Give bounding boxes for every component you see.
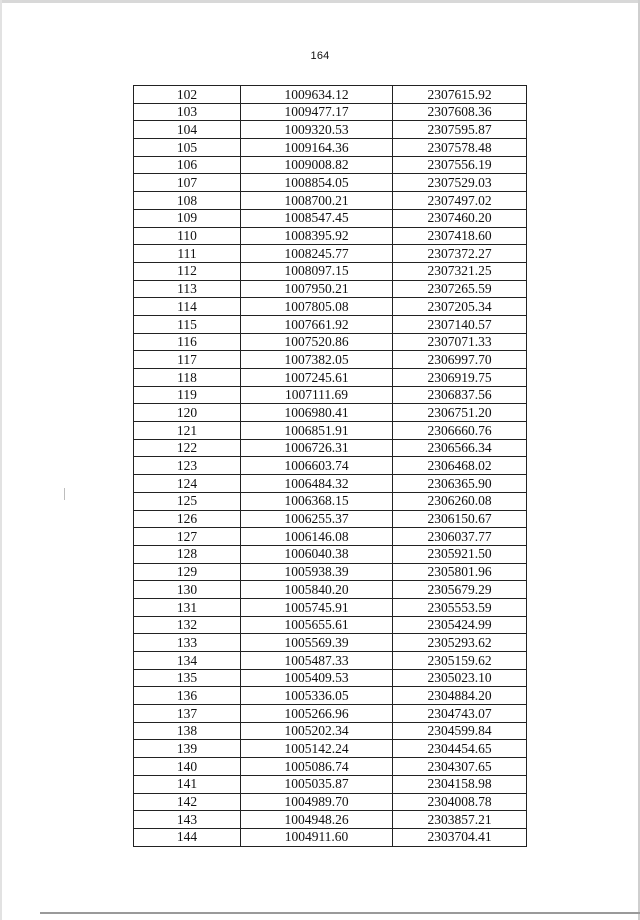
y-coordinate-cell: 2306997.70 [393, 351, 527, 369]
table-row [134, 775, 527, 793]
x-coordinate-cell: 1006726.31 [241, 439, 393, 457]
table-row [134, 121, 527, 139]
x-coordinate-cell: 1009164.36 [241, 139, 393, 157]
point-number-cell: 130 [134, 581, 241, 599]
point-number-cell: 115 [134, 315, 241, 333]
table-row [134, 103, 527, 121]
table-row [134, 669, 527, 687]
table-row [134, 209, 527, 227]
coordinate-table-body [134, 86, 527, 847]
y-coordinate-cell: 2307265.59 [393, 280, 527, 298]
x-coordinate-cell: 1009477.17 [241, 103, 393, 121]
point-number-cell: 116 [134, 333, 241, 351]
table-row [134, 156, 527, 174]
table-row [134, 634, 527, 652]
point-number-cell: 123 [134, 457, 241, 475]
x-coordinate-cell: 1009320.53 [241, 121, 393, 139]
table-row [134, 475, 527, 493]
y-coordinate-cell: 2307595.87 [393, 121, 527, 139]
table-row [134, 740, 527, 758]
x-coordinate-cell: 1007950.21 [241, 280, 393, 298]
y-coordinate-cell: 2304307.65 [393, 758, 527, 776]
point-number-cell: 144 [134, 828, 241, 846]
table-row [134, 262, 527, 280]
point-number-cell: 129 [134, 563, 241, 581]
y-coordinate-cell: 2307321.25 [393, 262, 527, 280]
table-row [134, 492, 527, 510]
point-number-cell: 131 [134, 598, 241, 616]
y-coordinate-cell: 2304743.07 [393, 705, 527, 723]
table-row [134, 722, 527, 740]
table-row [134, 793, 527, 811]
page-number: 164 [310, 50, 330, 62]
x-coordinate-cell: 1005336.05 [241, 687, 393, 705]
table-row [134, 139, 527, 157]
x-coordinate-cell: 1008395.92 [241, 227, 393, 245]
point-number-cell: 112 [134, 262, 241, 280]
x-coordinate-cell: 1005938.39 [241, 563, 393, 581]
stray-scan-mark [64, 488, 65, 500]
y-coordinate-cell: 2307460.20 [393, 209, 527, 227]
y-coordinate-cell: 2307205.34 [393, 298, 527, 316]
y-coordinate-cell: 2305801.96 [393, 563, 527, 581]
y-coordinate-cell: 2307615.92 [393, 86, 527, 104]
point-number-cell: 110 [134, 227, 241, 245]
table-row [134, 598, 527, 616]
y-coordinate-cell: 2303857.21 [393, 811, 527, 829]
y-coordinate-cell: 2306919.75 [393, 369, 527, 387]
x-coordinate-cell: 1007805.08 [241, 298, 393, 316]
point-number-cell: 106 [134, 156, 241, 174]
table-row [134, 652, 527, 670]
table-row [134, 192, 527, 210]
x-coordinate-cell: 1004948.26 [241, 811, 393, 829]
x-coordinate-cell: 1009008.82 [241, 156, 393, 174]
point-number-cell: 107 [134, 174, 241, 192]
coordinate-table [133, 85, 527, 847]
y-coordinate-cell: 2305921.50 [393, 545, 527, 563]
y-coordinate-cell: 2307556.19 [393, 156, 527, 174]
point-number-cell: 136 [134, 687, 241, 705]
y-coordinate-cell: 2306260.08 [393, 492, 527, 510]
y-coordinate-cell: 2307497.02 [393, 192, 527, 210]
y-coordinate-cell: 2304599.84 [393, 722, 527, 740]
table-row [134, 828, 527, 846]
point-number-cell: 104 [134, 121, 241, 139]
x-coordinate-cell: 1006484.32 [241, 475, 393, 493]
x-coordinate-cell: 1006980.41 [241, 404, 393, 422]
x-coordinate-cell: 1004911.60 [241, 828, 393, 846]
x-coordinate-cell: 1007382.05 [241, 351, 393, 369]
x-coordinate-cell: 1007661.92 [241, 315, 393, 333]
point-number-cell: 132 [134, 616, 241, 634]
table-row [134, 351, 527, 369]
point-number-cell: 102 [134, 86, 241, 104]
x-coordinate-cell: 1009634.12 [241, 86, 393, 104]
y-coordinate-cell: 2307529.03 [393, 174, 527, 192]
point-number-cell: 127 [134, 528, 241, 546]
y-coordinate-cell: 2305023.10 [393, 669, 527, 687]
y-coordinate-cell: 2307140.57 [393, 315, 527, 333]
x-coordinate-cell: 1006368.15 [241, 492, 393, 510]
table-row [134, 174, 527, 192]
y-coordinate-cell: 2305159.62 [393, 652, 527, 670]
y-coordinate-cell: 2307608.36 [393, 103, 527, 121]
table-row [134, 510, 527, 528]
table-row [134, 422, 527, 440]
point-number-cell: 139 [134, 740, 241, 758]
x-coordinate-cell: 1007111.69 [241, 386, 393, 404]
x-coordinate-cell: 1005569.39 [241, 634, 393, 652]
table-row [134, 404, 527, 422]
table-row [134, 386, 527, 404]
point-number-cell: 140 [134, 758, 241, 776]
table-row [134, 227, 527, 245]
point-number-cell: 141 [134, 775, 241, 793]
y-coordinate-cell: 2307071.33 [393, 333, 527, 351]
point-number-cell: 137 [134, 705, 241, 723]
x-coordinate-cell: 1006040.38 [241, 545, 393, 563]
x-coordinate-cell: 1006255.37 [241, 510, 393, 528]
y-coordinate-cell: 2304454.65 [393, 740, 527, 758]
point-number-cell: 126 [134, 510, 241, 528]
y-coordinate-cell: 2305293.62 [393, 634, 527, 652]
x-coordinate-cell: 1005409.53 [241, 669, 393, 687]
table-row [134, 86, 527, 104]
point-number-cell: 124 [134, 475, 241, 493]
x-coordinate-cell: 1006603.74 [241, 457, 393, 475]
point-number-cell: 114 [134, 298, 241, 316]
y-coordinate-cell: 2307578.48 [393, 139, 527, 157]
table-row [134, 581, 527, 599]
point-number-cell: 117 [134, 351, 241, 369]
table-row [134, 369, 527, 387]
y-coordinate-cell: 2305679.29 [393, 581, 527, 599]
table-row [134, 758, 527, 776]
y-coordinate-cell: 2305553.59 [393, 598, 527, 616]
scan-edge-top [0, 0, 640, 3]
point-number-cell: 133 [134, 634, 241, 652]
point-number-cell: 121 [134, 422, 241, 440]
x-coordinate-cell: 1008245.77 [241, 245, 393, 263]
point-number-cell: 138 [134, 722, 241, 740]
point-number-cell: 105 [134, 139, 241, 157]
x-coordinate-cell: 1005745.91 [241, 598, 393, 616]
table-row [134, 333, 527, 351]
point-number-cell: 108 [134, 192, 241, 210]
table-row [134, 298, 527, 316]
x-coordinate-cell: 1005655.61 [241, 616, 393, 634]
y-coordinate-cell: 2304008.78 [393, 793, 527, 811]
point-number-cell: 109 [134, 209, 241, 227]
y-coordinate-cell: 2304158.98 [393, 775, 527, 793]
point-number-cell: 120 [134, 404, 241, 422]
y-coordinate-cell: 2305424.99 [393, 616, 527, 634]
y-coordinate-cell: 2306365.90 [393, 475, 527, 493]
y-coordinate-cell: 2306660.76 [393, 422, 527, 440]
point-number-cell: 128 [134, 545, 241, 563]
point-number-cell: 134 [134, 652, 241, 670]
table-row [134, 528, 527, 546]
table-row [134, 705, 527, 723]
point-number-cell: 143 [134, 811, 241, 829]
y-coordinate-cell: 2307372.27 [393, 245, 527, 263]
table-row [134, 545, 527, 563]
table-row [134, 280, 527, 298]
y-coordinate-cell: 2304884.20 [393, 687, 527, 705]
table-row [134, 687, 527, 705]
table-row [134, 439, 527, 457]
y-coordinate-cell: 2306037.77 [393, 528, 527, 546]
table-row [134, 563, 527, 581]
point-number-cell: 135 [134, 669, 241, 687]
point-number-cell: 113 [134, 280, 241, 298]
point-number-cell: 122 [134, 439, 241, 457]
x-coordinate-cell: 1005035.87 [241, 775, 393, 793]
point-number-cell: 103 [134, 103, 241, 121]
table-row [134, 811, 527, 829]
x-coordinate-cell: 1006851.91 [241, 422, 393, 440]
x-coordinate-cell: 1005487.33 [241, 652, 393, 670]
x-coordinate-cell: 1008097.15 [241, 262, 393, 280]
x-coordinate-cell: 1005840.20 [241, 581, 393, 599]
x-coordinate-cell: 1006146.08 [241, 528, 393, 546]
y-coordinate-cell: 2306150.67 [393, 510, 527, 528]
scan-edge-left [0, 0, 2, 920]
x-coordinate-cell: 1005266.96 [241, 705, 393, 723]
scan-edge-bottom [40, 912, 640, 914]
point-number-cell: 118 [134, 369, 241, 387]
y-coordinate-cell: 2303704.41 [393, 828, 527, 846]
table-row [134, 245, 527, 263]
y-coordinate-cell: 2306566.34 [393, 439, 527, 457]
x-coordinate-cell: 1008854.05 [241, 174, 393, 192]
x-coordinate-cell: 1005142.24 [241, 740, 393, 758]
x-coordinate-cell: 1007520.86 [241, 333, 393, 351]
x-coordinate-cell: 1007245.61 [241, 369, 393, 387]
y-coordinate-cell: 2306837.56 [393, 386, 527, 404]
y-coordinate-cell: 2307418.60 [393, 227, 527, 245]
point-number-cell: 142 [134, 793, 241, 811]
x-coordinate-cell: 1005086.74 [241, 758, 393, 776]
table-row [134, 457, 527, 475]
point-number-cell: 125 [134, 492, 241, 510]
x-coordinate-cell: 1004989.70 [241, 793, 393, 811]
table-row [134, 315, 527, 333]
point-number-cell: 111 [134, 245, 241, 263]
x-coordinate-cell: 1008700.21 [241, 192, 393, 210]
y-coordinate-cell: 2306468.02 [393, 457, 527, 475]
table-row [134, 616, 527, 634]
x-coordinate-cell: 1008547.45 [241, 209, 393, 227]
point-number-cell: 119 [134, 386, 241, 404]
y-coordinate-cell: 2306751.20 [393, 404, 527, 422]
x-coordinate-cell: 1005202.34 [241, 722, 393, 740]
